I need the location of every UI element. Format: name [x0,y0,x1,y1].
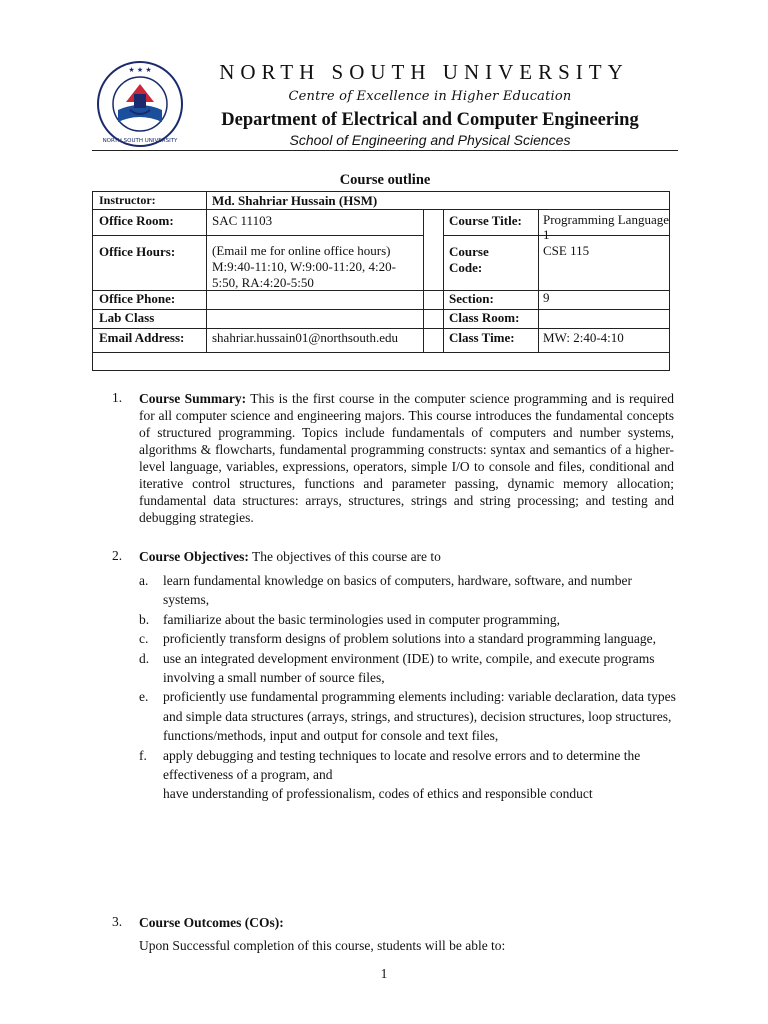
section-2-number: 2. [112,548,123,563]
list-item-letter: b. [139,611,150,627]
office-hours-line-1: (Email me for online office hours) [212,243,391,258]
list-item-letter: a. [139,573,149,588]
list-item [139,571,679,610]
class-time-label: Class Time: [449,330,515,345]
course-summary [139,390,674,526]
objectives-extra: have understanding of professionalism, codes of ethics and responsible conduct [163,786,593,802]
svg-text:★ ★ ★: ★ ★ ★ [128,66,152,74]
school-name: School of Engineering and Physical Sciences [289,132,571,148]
office-phone-label: Office Phone: [99,291,176,306]
list-item [139,687,679,745]
university-motto: Centre of Excellence in Higher Education [288,89,572,104]
office-hours-label: Office Hours: [99,244,176,259]
page-number: 1 [380,966,388,981]
university-logo [96,60,184,148]
course-title-line-2: 1 [543,227,550,242]
course-outcomes-title: Course Outcomes (COs): [139,915,284,930]
instructor-label: Instructor: [99,193,156,207]
course-objectives-heading: Course Objectives: [139,549,249,564]
email-label: Email Address: [99,330,185,345]
section-value: 9 [543,290,550,305]
course-outcomes-text: Upon Successful completion of this course, students will be able to: [139,938,506,953]
class-time-value: MW: 2:40-4:10 [543,330,624,345]
course-objectives-intro [139,548,674,565]
list-item [139,746,679,785]
list-item-letter: f. [139,747,147,763]
lab-class-label: Lab Class [99,310,155,325]
office-room-value: SAC 11103 [212,213,273,228]
section-label: Section: [449,291,494,306]
list-item-letter: e. [139,689,149,705]
course-title-label: Course Title: [449,213,522,228]
objectives-list [139,571,679,804]
course-info-table [92,191,670,371]
list-item [139,649,679,688]
course-code-value: CSE 115 [543,243,590,258]
header-divider [92,150,678,151]
office-room-label: Office Room: [99,213,174,228]
course-code-label-2: Code: [449,260,483,275]
list-item [139,629,679,648]
course-objectives-text: The objectives of this course are to [248,549,441,564]
course-summary-text: This is the first course in the computer science programming and is required for all computer science and engineering majors. This course introduces the fundamental concepts of structured programming. Topics include fundamentals of computers and number systems, algorithms & flowcharts, fundamental programming constructs: syntax and semantics of a higher-level language, variables, expressions, operators, simple I/O to console and files, conditional and iterative control structures, functions and parameter passing, dynamic memory allocation; fundamental data structures: arrays, structures, strings and string processing; and testing and debugging strategies. [139,391,674,525]
section-3-number: 3. [112,914,123,929]
email-value[interactable]: shahriar.hussain01@northsouth.edu [212,330,399,345]
course-summary-heading: Course Summary: [139,391,247,406]
class-room-label: Class Room: [449,310,520,325]
course-code-label-1: Course [449,244,489,259]
list-item-text: proficiently transform designs of problem solutions into a standard programming language, [163,631,657,647]
svg-text:NORTH SOUTH UNIVERSITY: NORTH SOUTH UNIVERSITY [102,138,178,144]
list-item-letter: d. [139,650,150,666]
instructor-value: Md. Shahriar Hussain (HSM) [212,193,378,208]
list-item-text: familiarize about the basic terminologies used in computer programming, [163,611,561,627]
list-item-letter: c. [139,631,149,647]
course-outcomes-heading [139,914,674,931]
list-item [139,610,679,629]
section-1-number: 1. [112,390,123,405]
list-item-text: learn fundamental knowledge on basics of computers, hardware, software, and number systems, [163,573,632,608]
department-name: Department of Electrical and Computer Engineering [221,110,639,130]
list-item-text: apply debugging and testing techniques to locate and resolve errors and to determine the effectiveness of a program, and [163,747,641,783]
university-name: NORTH SOUTH UNIVERSITY [219,60,629,84]
list-item-text: use an integrated development environment (IDE) to write, compile, and execute programs involving a small number of source files, [163,650,655,686]
office-hours-line-3: 5:50, RA:4:20-5:50 [212,275,314,290]
list-item-text: proficiently use fundamental programming elements including: variable declaration, data types and simple data structures (arrays, strings, and structures), decision structures, loop structures, functions/methods, input and output for console and text files, [163,689,676,744]
course-title-line-1: Programming Language [543,212,669,227]
page-title: Course outline [339,172,431,188]
office-hours-line-2: M:9:40-11:10, W:9:00-11:20, 4:20- [212,259,396,274]
